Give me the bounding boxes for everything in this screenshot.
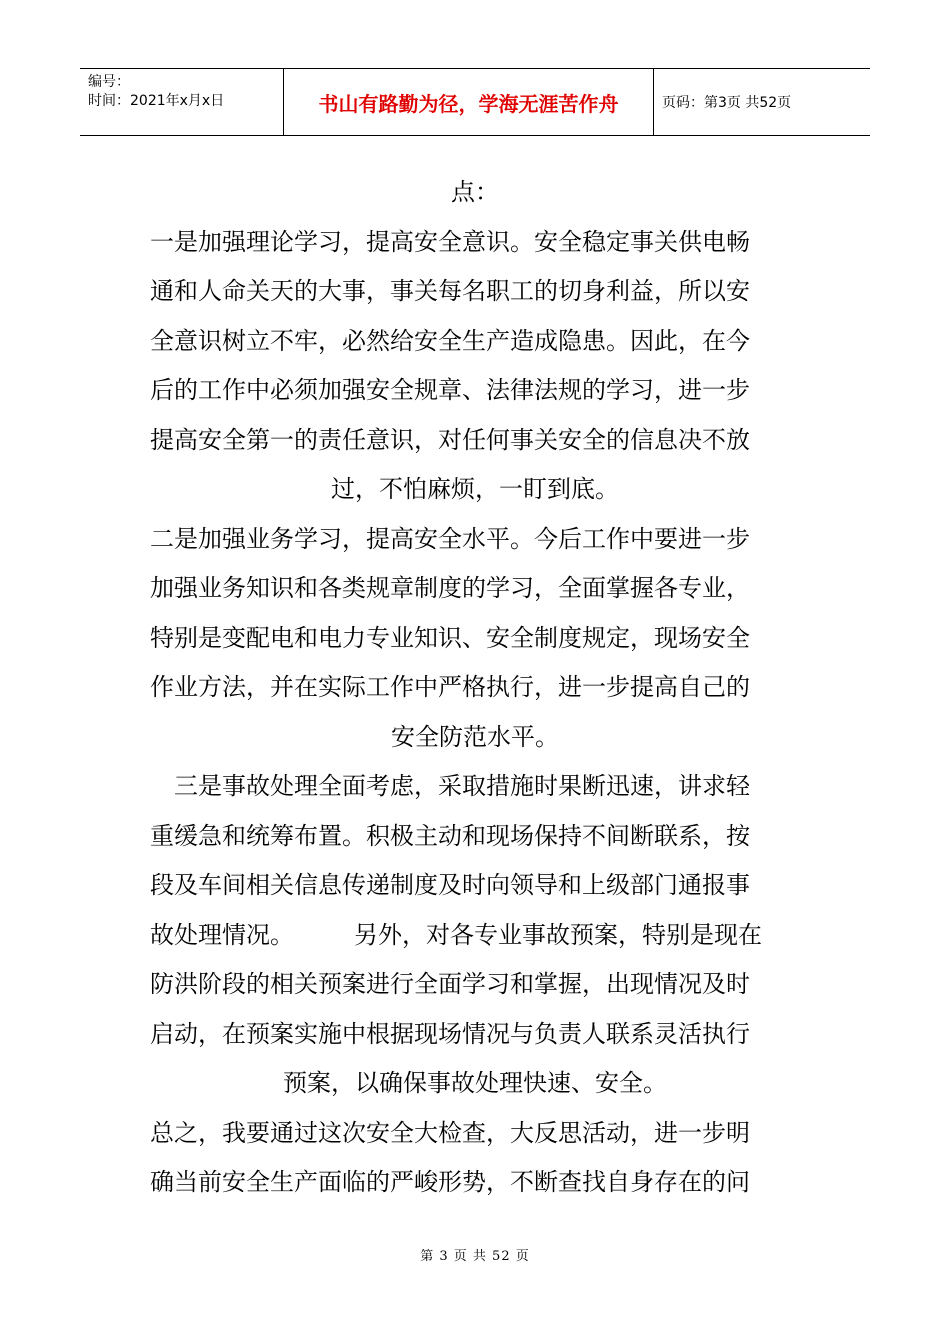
text-line: 特别是变配电和电力专业知识、安全制度规定，现场安全 — [150, 623, 750, 652]
text-line: 安全防范水平。 — [391, 722, 559, 751]
page-header — [80, 68, 870, 136]
document-body — [150, 168, 800, 1208]
text-line: 二是加强业务学习，提高安全水平。今后工作中要进一步 — [150, 524, 750, 553]
number-label: 编号： — [88, 74, 130, 90]
text-line: 提高安全第一的责任意识，对任何事关安全的信息决不放 — [150, 425, 750, 454]
text-line: 加强业务知识和各类规章制度的学习，全面掌握各专业， — [150, 574, 750, 602]
text-line: 防洪阶段的相关预案进行全面学习和掌握，出现情况及时 — [150, 970, 750, 998]
text-line: 一是加强理论学习，提高安全意识。安全稳定事关供电畅 — [150, 227, 750, 256]
text-line: 重缓急和统筹布置。积极主动和现场保持不间断联系，按 — [150, 821, 750, 850]
text-line: 过，不怕麻烦，一盯到底。 — [331, 475, 619, 503]
text-line: 点： — [451, 178, 499, 206]
text-line: 故处理情况。 另外，对各专业事故预案，特别是现在 — [150, 920, 762, 949]
text-line: 作业方法，并在实际工作中严格执行，进一步提高自己的 — [150, 673, 750, 701]
time-label: 时间：2021年x月x日 — [88, 93, 225, 109]
text-line: 预案，以确保事故处理快速、安全。 — [283, 1069, 667, 1097]
header-page-info: 页码：第3页 共52页 — [662, 95, 792, 111]
text-line: 后的工作中必须加强安全规章、法律法规的学习，进一步 — [150, 376, 750, 404]
text-line: 三是事故处理全面考虑，采取措施时果断迅速，讲求轻 — [150, 772, 750, 800]
text-line: 启动，在预案实施中根据现场情况与负责人联系灵活执行 — [150, 1019, 750, 1048]
header-motto: 书山有路勤为径，学海无涯苦作舟 — [284, 69, 654, 135]
text-line: 通和人命关天的大事，事关每名职工的切身利益，所以安 — [150, 277, 750, 305]
text-line: 确当前安全生产面临的严峻形势，不断查找自身存在的问 — [150, 1168, 750, 1196]
text-line: 总之，我要通过这次安全大检查，大反思活动，进一步明 — [150, 1118, 750, 1147]
text-line: 段及车间相关信息传递制度及时向领导和上级部门通报事 — [150, 871, 750, 899]
page-footer: 第 3 页 共 52 页 — [420, 1249, 530, 1264]
header-meta — [80, 69, 284, 135]
text-line: 全意识树立不牢，必然给安全生产造成隐患。因此，在今 — [150, 326, 750, 355]
